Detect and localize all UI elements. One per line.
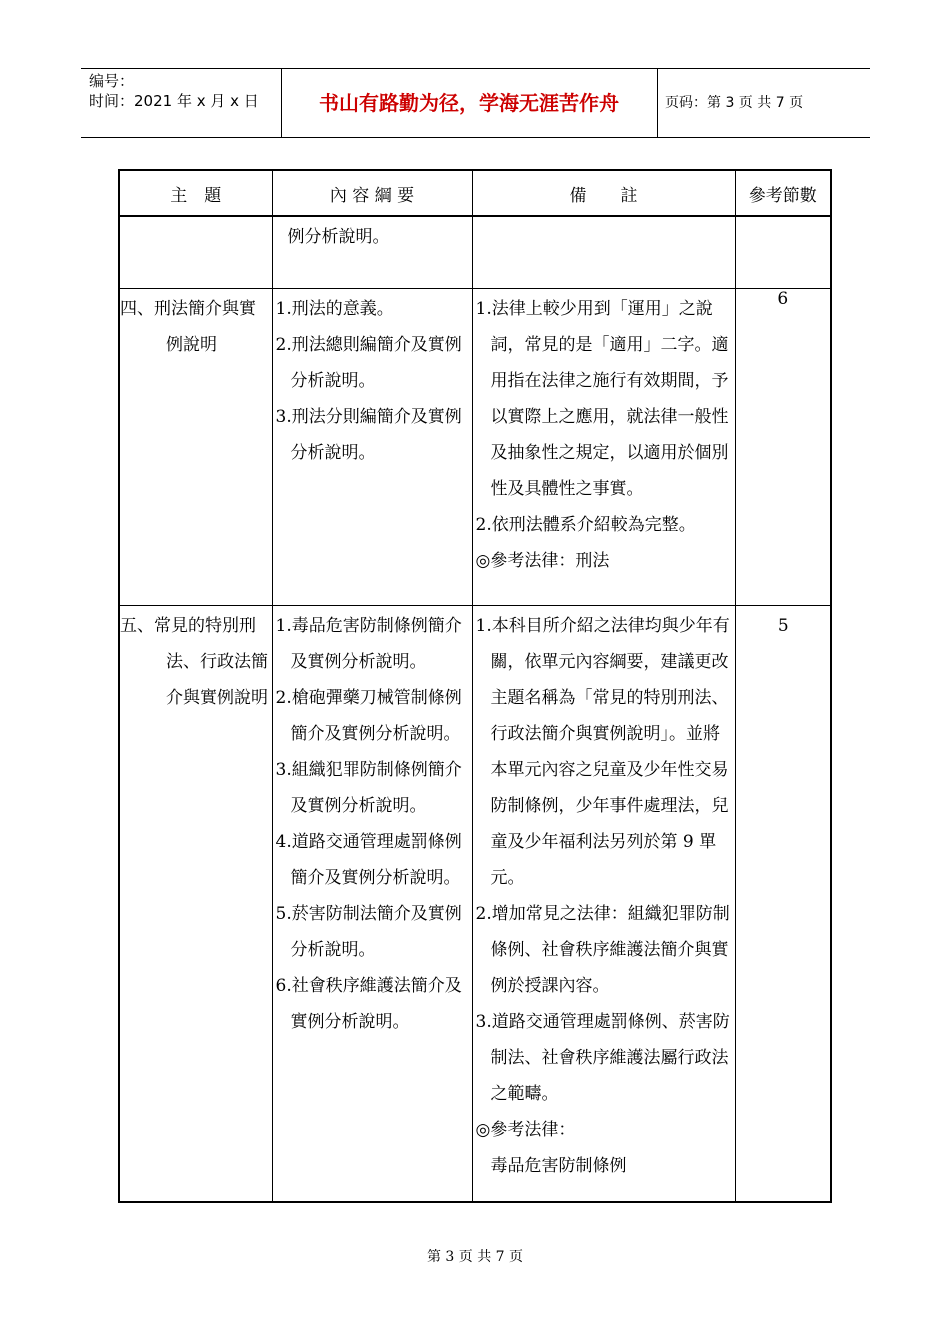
content-cell [272, 605, 472, 1202]
syllabus-table [118, 169, 832, 1203]
reference-law: ◎參考法律：刑法 [475, 550, 610, 571]
header-divider [657, 69, 658, 137]
document-number-label: 编号： [89, 72, 135, 90]
table-row [119, 605, 831, 1202]
content-item: 5.菸害防制法簡介及實例分析說明。 [275, 903, 462, 960]
header-meta [81, 69, 281, 137]
header-motto: 书山有路勤为径，学海无涯苦作舟 [319, 91, 619, 115]
content-item: 2.刑法總則編簡介及實例分析說明。 [275, 334, 462, 391]
notes-cell [472, 288, 735, 605]
table-row [119, 216, 831, 288]
sessions-cell [735, 288, 831, 605]
note-item: 2.增加常見之法律：組織犯罪防制條例、社會秩序維護法簡介與實例於授課內容。 [475, 903, 730, 996]
table-header-row [119, 170, 831, 216]
content-item: 4.道路交通管理處罰條例簡介及實例分析說明。 [275, 831, 462, 888]
notes-cell [472, 605, 735, 1202]
session-count: 6 [777, 288, 789, 309]
table-row [119, 288, 831, 605]
header-page-indicator: 页码：第 3 页 共 7 页 [665, 95, 804, 111]
topic-cell [119, 288, 272, 605]
content-item: 1.毒品危害防制條例簡介及實例分析說明。 [275, 615, 462, 672]
notes-cell [472, 216, 735, 288]
topic-text: 五、常見的特別刑法、行政法簡介與實例說明 [120, 615, 268, 708]
reference-label: ◎參考法律： [475, 1119, 576, 1140]
topic-text: 四、刑法簡介與實例說明 [120, 298, 256, 355]
page-header [81, 68, 870, 138]
content-cell [272, 288, 472, 605]
header-divider [281, 69, 282, 137]
content-item: 1.刑法的意義。 [275, 298, 394, 319]
header-sessions: 參考節數 [735, 170, 831, 216]
note-item: 1.法律上較少用到「運用」之說詞，常見的是「適用」二字。適用指在法律之施行有效期間，予以實際上之應用，就法律一般性及抽象性之規定，以適用於個別性及具體性之事實。 [475, 298, 729, 499]
header-content-outline: 內 容 綱 要 [272, 170, 472, 216]
topic-cell [119, 216, 272, 288]
header-notes: 備 註 [472, 170, 735, 216]
reference-law: 毒品危害防制條例 [490, 1155, 627, 1176]
content-cell [272, 216, 472, 288]
sessions-cell [735, 216, 831, 288]
content-item: 6.社會秩序維護法簡介及實例分析說明。 [275, 975, 462, 1032]
sessions-cell [735, 605, 831, 1202]
topic-cell [119, 605, 272, 1202]
content-item: 3.刑法分則編簡介及實例分析說明。 [275, 406, 462, 463]
note-item: 3.道路交通管理處罰條例、菸害防制法、社會秩序維護法屬行政法之範疇。 [475, 1011, 730, 1104]
content-item: 2.槍砲彈藥刀械管制條例簡介及實例分析說明。 [275, 687, 462, 744]
note-item: 1.本科目所介紹之法律均與少年有關，依單元內容綱要，建議更改主題名稱為「常見的特別刑法、行政法簡介與實例說明」。並將本單元內容之兒童及少年性交易防制條例，少年事件處理法，兒童及少年福利法另列於第 9 單元。 [475, 615, 730, 888]
content-item: 3.組織犯罪防制條例簡介及實例分析說明。 [275, 759, 462, 816]
note-item: 2.依刑法體系介紹較為完整。 [475, 514, 696, 535]
session-count: 5 [777, 615, 789, 636]
page-footer: 第 3 页 共 7 页 [426, 1249, 524, 1265]
header-topic: 主 題 [119, 170, 272, 216]
document-date-label: 时间：2021 年 x 月 x 日 [89, 92, 259, 110]
content-continuation: 例分析說明。 [287, 227, 390, 247]
